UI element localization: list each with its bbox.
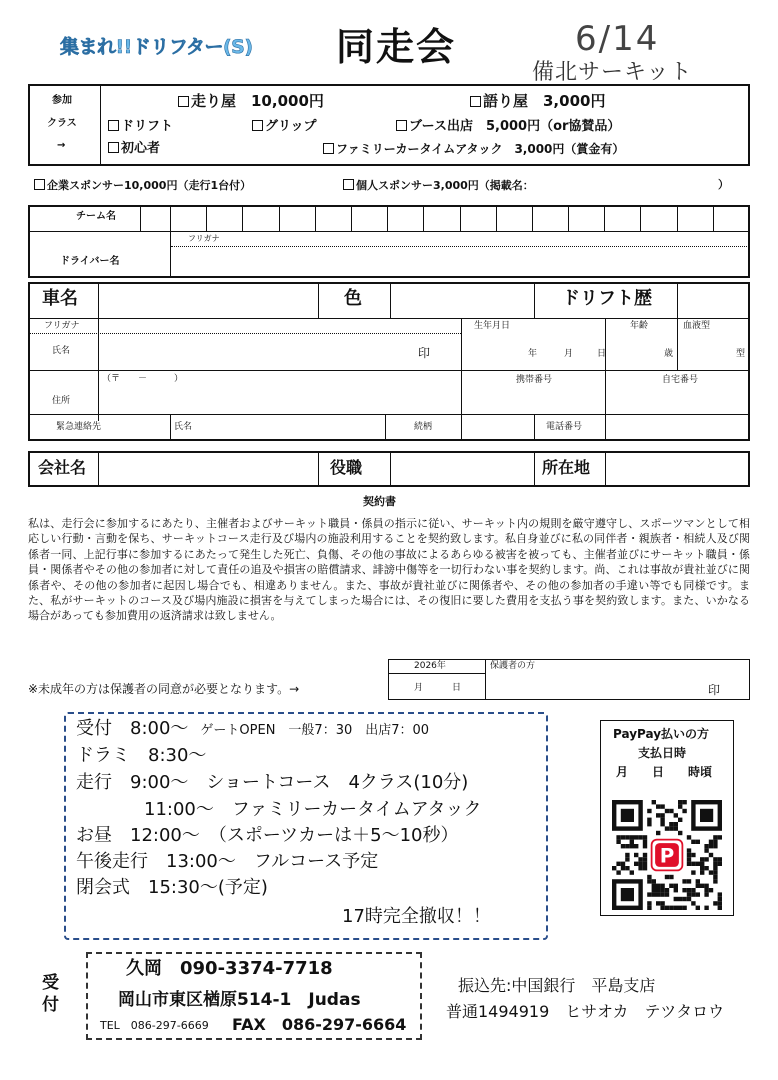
emergency-name-label: 氏名 [174, 422, 193, 432]
schedule-end: 17時完全撤収！！ [342, 906, 491, 927]
team-name-cell-divider [279, 206, 280, 231]
guardian-signature-input[interactable] [486, 674, 706, 699]
guardian-seal: 印 [708, 683, 721, 697]
svg-text:P: P [659, 844, 675, 868]
car-name-label: 車名 [42, 288, 78, 309]
team-name-cell-divider [315, 206, 316, 231]
team-name-cell-divider [242, 206, 243, 231]
color-input[interactable] [391, 283, 534, 318]
checkbox-icon[interactable] [108, 142, 119, 153]
sponsor-individual[interactable]: 個人スポンサー3,000円（掲載名： [343, 179, 534, 191]
seal-mark: 印 [418, 346, 431, 360]
reception-side-label: 受付 [42, 973, 59, 1015]
schedule-line-7: 閉会式 15:30〜(予定) [76, 877, 268, 898]
location-input[interactable] [606, 452, 749, 486]
class-option-family[interactable]: ファミリーカータイムアタック 3,000円（賞金有） [323, 143, 624, 155]
schedule-line-5: お昼 12:00〜 （スポーツカーは＋5〜10秒） [76, 825, 459, 846]
paypay-title: PayPay払いの方 [613, 727, 710, 741]
reception-contact: 久岡 090-3374-7718 [126, 958, 333, 979]
team-name-cell-divider [640, 206, 641, 231]
drift-history-label: ドリフト歴 [562, 288, 652, 309]
position-label: 役職 [330, 458, 363, 477]
driver-furigana-label: フリガナ [188, 234, 220, 243]
birth-day-label: 日 [597, 349, 607, 359]
class-option-hashiri[interactable]: 走り屋 10,000円 [178, 94, 324, 109]
checkbox-icon[interactable] [108, 120, 119, 131]
location-label: 所在地 [542, 458, 591, 477]
blood-type-unit: 型 [736, 349, 746, 359]
guardian-day: 日 [452, 683, 462, 693]
paypay-date-input[interactable]: 月 日 時頃 [616, 765, 713, 779]
reception-box [86, 952, 422, 1040]
schedule-line-3: 走行 9:00〜 ショートコース 4クラス(10分) [76, 772, 469, 793]
checkbox-icon[interactable] [178, 96, 189, 107]
reception-fax: FAX 086-297-6664 [232, 1015, 407, 1034]
color-label: 色 [344, 288, 362, 309]
event-venue: 備北サーキット [532, 60, 693, 85]
personal-name-input[interactable] [99, 334, 419, 370]
schedule-line-1: 受付 8:00〜 ゲートOPEN 一般7：30 出店7：00 [76, 718, 430, 739]
blood-type-label: 血液型 [683, 321, 711, 331]
class-option-booth[interactable]: ブース出店 5,000円（or協賛品） [396, 120, 620, 133]
class-option-drift[interactable]: ドリフト [108, 120, 173, 133]
schedule-box [64, 712, 548, 940]
team-name-cell-divider [532, 206, 533, 231]
checkbox-icon[interactable] [252, 120, 263, 131]
team-name-cell-divider [568, 206, 569, 231]
event-date: 6/14 [575, 19, 660, 59]
guardian-label: 保護者の方 [490, 661, 536, 671]
driver-name-input[interactable] [171, 247, 749, 277]
checkbox-icon[interactable] [323, 143, 334, 154]
team-name-cell-divider [604, 206, 605, 231]
team-name-label: チーム名 [76, 211, 116, 222]
schedule-line-2: ドラミ 8:30〜 [76, 745, 207, 766]
birth-year-label: 年 [528, 349, 538, 359]
checkbox-icon[interactable] [470, 96, 481, 107]
class-option-beginner[interactable]: 初心者 [108, 142, 160, 155]
birth-month-label: 月 [564, 349, 574, 359]
address-input[interactable] [99, 371, 461, 414]
page-title: 同走会 [336, 25, 457, 69]
company-input[interactable] [99, 452, 318, 486]
contract-title: 契約書 [363, 495, 396, 508]
team-name-cell-divider [387, 206, 388, 231]
sponsor-close-paren: ） [718, 178, 729, 191]
age-label: 年齢 [630, 321, 649, 331]
qr-code-icon[interactable] [612, 800, 722, 910]
reception-tel: TEL 086-297-6669 [100, 1019, 209, 1032]
sponsor-corporate[interactable]: 企業スポンサー10,000円（走行1台付） [34, 179, 251, 191]
drift-history-input[interactable] [678, 283, 749, 318]
emergency-contact-label: 緊急連絡先 [56, 422, 102, 432]
paypay-logo-icon [652, 840, 683, 871]
phone-number-label: 電話番号 [546, 422, 583, 432]
class-label-2: クラス [47, 118, 77, 129]
team-name-cell-divider [460, 206, 461, 231]
class-option-grip[interactable]: グリップ [252, 120, 316, 133]
team-name-cell-divider [351, 206, 352, 231]
guardian-year: 2026年 [414, 661, 446, 671]
checkbox-icon[interactable] [34, 179, 45, 190]
guardian-note: ※未成年の方は保護者の同意が必要となります。→ [28, 682, 300, 696]
class-label-1: 参加 [52, 95, 72, 106]
brand-logo: 集まれ!!ドリフター(S) [60, 36, 253, 58]
team-name-cell-divider [496, 206, 497, 231]
checkbox-icon[interactable] [343, 179, 354, 190]
personal-name-label: 氏名 [52, 346, 71, 356]
company-label: 会社名 [38, 458, 87, 477]
reception-address: 岡山市東区楢原514-1 Judas [118, 990, 361, 1010]
team-name-cell-divider [677, 206, 678, 231]
position-input[interactable] [391, 452, 534, 486]
paypay-date-label: 支払日時 [638, 746, 687, 760]
relationship-label: 続柄 [414, 422, 433, 432]
birthdate-label: 生年月日 [474, 321, 511, 331]
class-label-3: → [57, 140, 66, 151]
driver-name-label: ドライバー名 [60, 256, 120, 267]
guardian-month: 月 [414, 683, 424, 693]
car-name-input[interactable] [99, 283, 318, 318]
team-name-cell-divider [423, 206, 424, 231]
team-name-input[interactable] [170, 206, 749, 231]
team-name-cell-divider [206, 206, 207, 231]
checkbox-icon[interactable] [396, 120, 407, 131]
bank-branch: 振込先:中国銀行 平島支店 [458, 976, 656, 995]
age-unit: 歳 [664, 349, 674, 359]
schedule-line-4: 11:00〜 ファミリーカータイムアタック [108, 799, 482, 820]
team-name-cell-divider [713, 206, 714, 231]
address-label: 住所 [52, 396, 71, 406]
bank-account: 普通1494919 ヒサオカ テツタロウ [446, 1002, 725, 1021]
gate-open-note: ゲートOPEN 一般7：30 出店7：00 [200, 723, 430, 738]
personal-furigana-label: フリガナ [44, 321, 80, 331]
mobile-label: 携帯番号 [516, 375, 553, 385]
postal-code-label: （〒 － ） [102, 374, 184, 384]
schedule-line-6: 午後走行 13:00〜 フルコース予定 [76, 851, 379, 872]
home-phone-label: 自宅番号 [662, 375, 699, 385]
class-option-katari[interactable]: 語り屋 3,000円 [470, 94, 605, 109]
contract-text: 私は、走行会に参加するにあたり、主催者およびサーキット職員・係員の指示に従い、サーキット内の規則を厳守遵守し、スポーツマンとして相応しい行動・言動を保ち、サーキットコース走行及び場内の施設利用することを契約致します。私自身並びに私の同伴者・親族者・相続人及び関係者一同、上記行事に参加するにあたって発生した死亡、負傷、その他の事故によるあらゆる被害を被っても、主催者並びにサーキット職員・係員・関係者やその他の参加者に対して責任の追及や損害の賠償請求、誹謗中傷等を一切行わない事を契約します。尚、これは事故が貴社並びに関係者や、その他の参加者に起因し場合でも、相違ありません。また、事故が貴社並びに関係者や、その他の参加者の手違い等でも同様です。また、私がサーキットのコース及び場内施設に損害を与えてしまった場合には、その復旧に要した費用を支払う事を契約致します。また、いかなる場合があっても参加費用の返済請求は致しません。 [28, 517, 750, 623]
